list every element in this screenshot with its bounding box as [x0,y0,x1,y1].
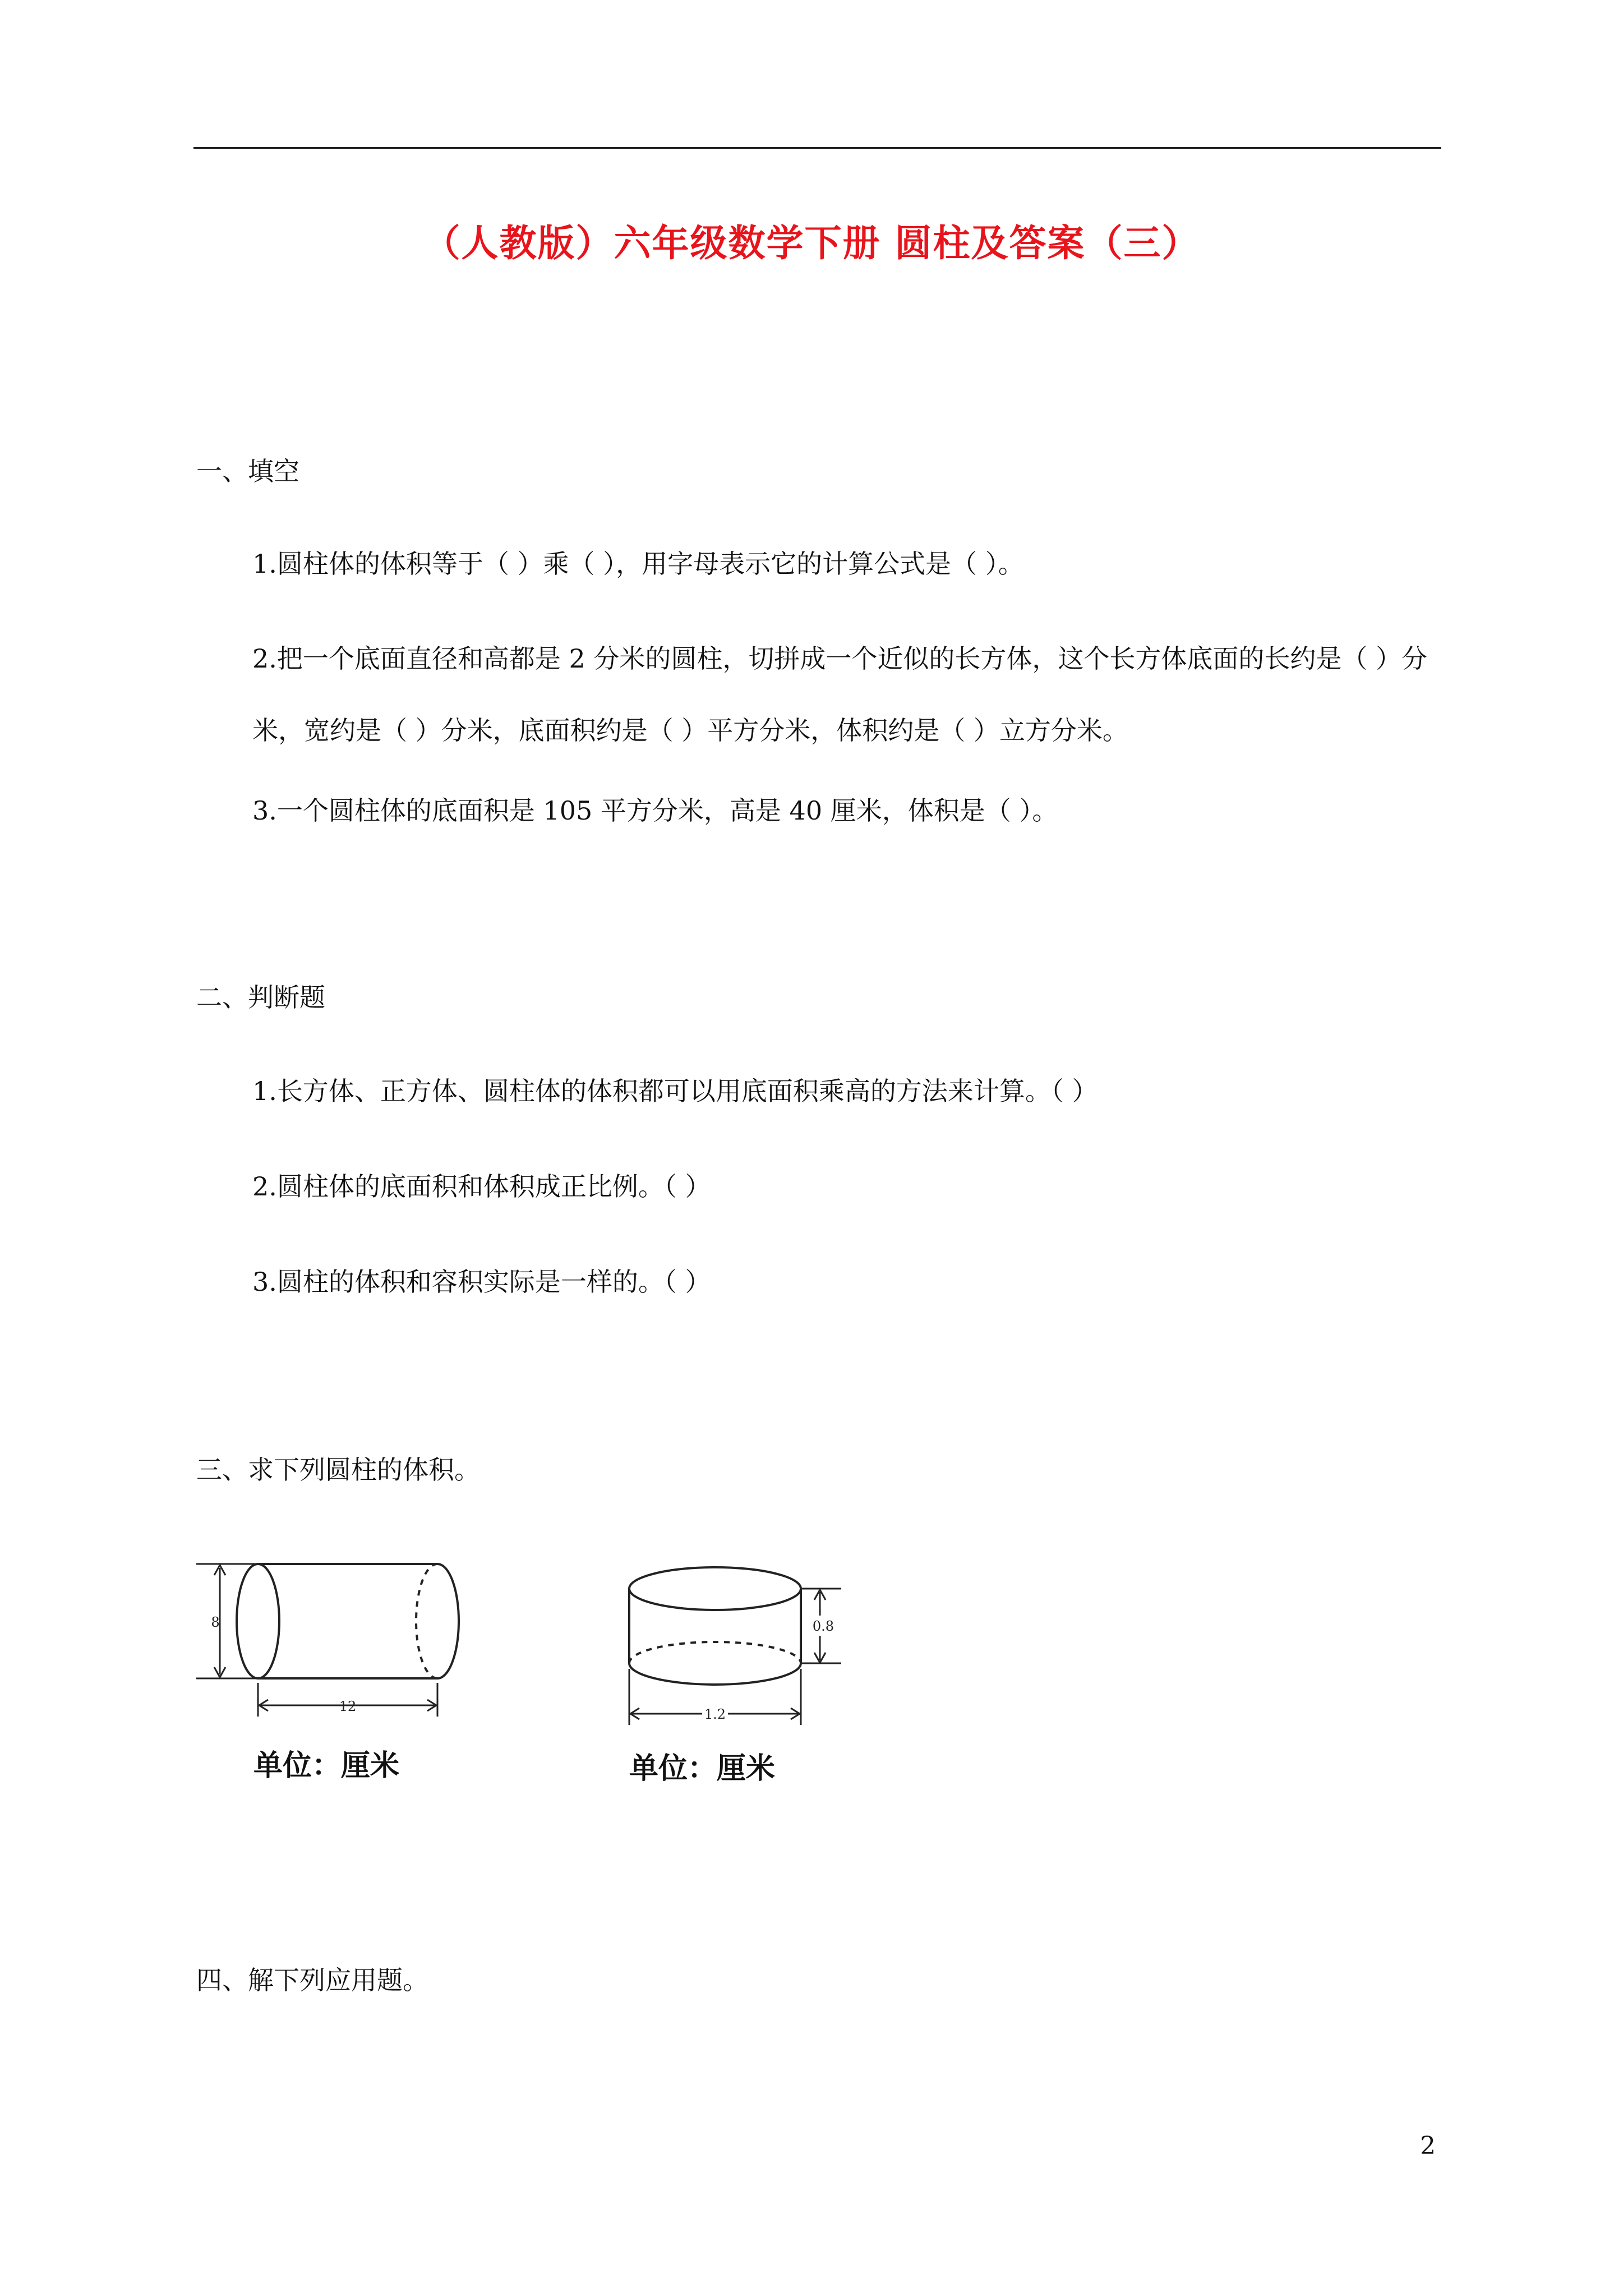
cyl1-unit-label: 单位：厘米 [253,1749,400,1783]
cyl1-length-label: 12 [339,1699,357,1714]
judge-question-1: 1.长方体、正方体、圆柱体的体积都可以用底面积乘高的方法来计算。（ ） [252,1076,1098,1106]
fill-question-2: 2.把一个底面直径和高都是 2 分米的圆柱，切拼成一个近似的长方体，这个长方体底面的长约是（ ）分米，宽约是（ ）分米，底面积约是（ ）平方分米，体积约是（ ）立方分米。 [252,643,1428,746]
horizontal-cylinder-figure [196,1564,459,1717]
cyl2-height-label: 0.8 [812,1618,834,1634]
cyl2-diameter-label: 1.2 [704,1706,726,1722]
judge-question-3: 3.圆柱的体积和容积实际是一样的。（ ） [252,1267,711,1297]
page-title: （人教版）六年级数学下册 圆柱及答案（三） [423,222,1200,265]
section-heading-volume: 三、求下列圆柱的体积。 [196,1455,480,1485]
upright-cylinder-figure [629,1567,841,1725]
judge-question-2: 2.圆柱体的底面积和体积成正比例。（ ） [252,1171,711,1202]
fill-question-1: 1.圆柱体的体积等于（ ）乘（ ），用字母表示它的计算公式是（ ）。 [252,549,1024,579]
cyl1-diameter-label: 8 [211,1614,220,1630]
page-number: 2 [1420,2132,1436,2160]
section-heading-fill-blank: 一、填空 [196,456,299,486]
section-heading-word-problems: 四、解下列应用题。 [196,1965,428,1995]
fill-question-3: 3.一个圆柱体的底面积是 105 平方分米，高是 40 厘米，体积是（ ）。 [252,795,1058,826]
cyl2-unit-label: 单位：厘米 [629,1752,776,1786]
section-heading-judgment: 二、判断题 [196,982,325,1013]
